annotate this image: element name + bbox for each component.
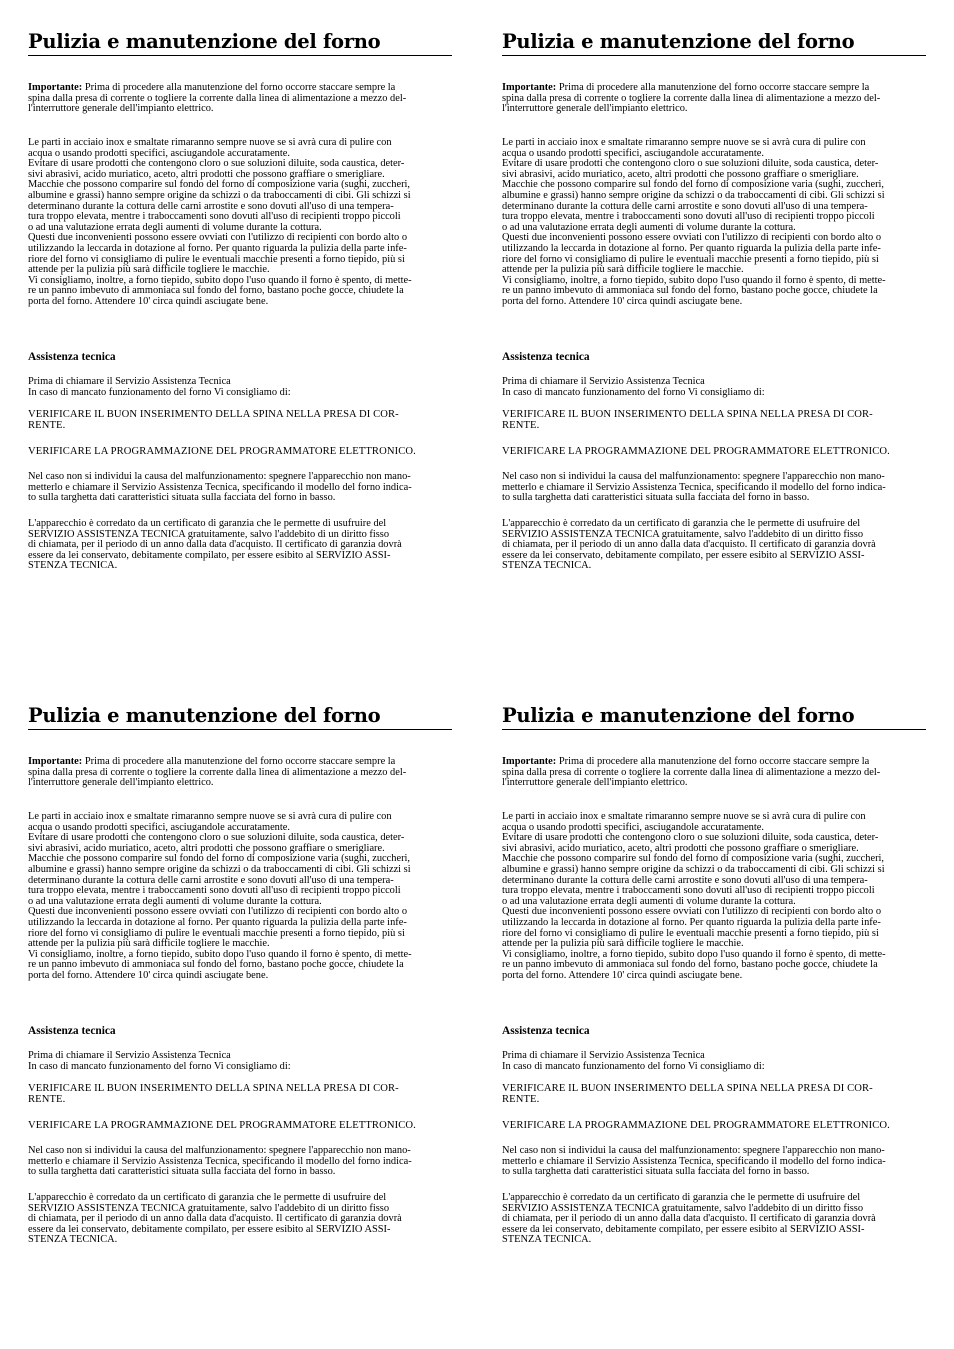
assistance-title: Assistenza tecnica [502,1025,590,1037]
important-line: Prima di procedere alla manutenzione del forno occorre staccare sempre la [82,82,396,93]
text-line: RENTE. [502,419,540,431]
important-line: Prima di procedere alla manutenzione del forno occorre staccare sempre la [82,756,396,767]
text-line: attende per la pulizia più sarà difficile togliere le macchie. [502,264,744,276]
text-line: SERVIZIO ASSISTENZA TECNICA gratuitamente, salvo l'addebito di un diritto fisso [502,1202,864,1214]
text-line: re un panno imbevuto di ammoniaca sul fondo del forno, bastano poche gocce, chiudete la [502,959,878,971]
text-line: acqua o usando prodotti specifici, asciugandole accuratamente. [502,821,764,833]
text-line: porta del forno. Attendere 10' circa quindi asciugate bene. [502,295,743,307]
text-line: essere da lei conservato, debitamente compilato, per essere esibito al SERVIZIO ASSI- [502,1223,865,1235]
page-title: Pulizia e manutenzione del forno [28,705,452,730]
fault-instructions [28,472,452,504]
cleaning-text [502,812,926,982]
check-programmer-text: VERIFICARE LA PROGRAMMAZIONE DEL PROGRAMMATORE ELETTRONICO. [502,446,890,457]
text-line: Le parti in acciaio inox e smaltate rimaranno sempre nuove se si avrà cura di pulire con [502,811,866,822]
text-line: Questi due inconvenienti possono essere ovviati con l'utilizzo di recipienti con bordo alto o [502,232,882,244]
text-line: RENTE. [28,1093,66,1105]
title-block [502,31,926,56]
text-line: In caso di mancato funzionamento del forno Vi consigliamo di: [502,386,765,398]
text-line: utilizzando la leccarda in dotazione al forno. Per quanto riguarda la pulizia della parte infe- [28,916,407,928]
text-line: di chiamata, per il periodo di un anno dalla data d'acquisto. Il certificato di garanzia dovrà [502,539,876,551]
title-block [502,705,926,730]
important-line: Prima di procedere alla manutenzione del forno occorre staccare sempre la [556,82,870,93]
text-line: attende per la pulizia più sarà difficile togliere le macchie. [28,264,270,276]
text-line: determinano durante la cottura delle carni arrostite e sono dovuti all'uso di una tempera- [502,200,868,212]
text-line: Vi consigliamo, inoltre, a forno tiepido, subito dopo l'uso quando il forno è spento, di mette- [502,948,886,960]
important-line: Prima di procedere alla manutenzione del forno occorre staccare sempre la [556,756,870,767]
title-block [28,31,452,56]
text-line: Prima di chiamare il Servizio Assistenza Tecnica [502,1050,705,1061]
important-line: spina dalla presa di corrente o togliere la corrente dalla linea di alimentazione a mezzo del- [502,766,881,778]
text-line: Prima di chiamare il Servizio Assistenza Tecnica [28,376,231,387]
text-line: SERVIZIO ASSISTENZA TECNICA gratuitamente, salvo l'addebito di un diritto fisso [28,1202,390,1214]
text-line: attende per la pulizia più sarà difficile togliere le macchie. [28,938,270,950]
text-line: RENTE. [502,1093,540,1105]
check-programmer [28,447,452,458]
text-line: di chiamata, per il periodo di un anno dalla data d'acquisto. Il certificato di garanzia dovrà [28,539,402,551]
important-line: l'interruttore generale dell'impianto elettrico. [28,777,214,789]
assistance-title: Assistenza tecnica [502,351,590,363]
text-line: utilizzando la leccarda in dotazione al forno. Per quanto riguarda la pulizia della parte infe- [502,242,881,254]
text-line: o ad una valutazione errata degli aumenti di volume durante la cottura. [502,895,796,907]
important-notice [502,757,926,789]
text-line: re un panno imbevuto di ammoniaca sul fondo del forno, bastano poche gocce, chiudete la [28,959,404,971]
text-line: essere da lei conservato, debitamente compilato, per essere esibito al SERVIZIO ASSI- [28,549,391,561]
text-line: L'apparecchio è corredato da un certificato di garanzia che le permette di usufruire del [502,518,861,529]
text-line: Le parti in acciaio inox e smaltate rimaranno sempre nuove se si avrà cura di pulire con [28,137,392,148]
fault-instructions [502,1146,926,1178]
check-programmer-text: VERIFICARE LA PROGRAMMAZIONE DEL PROGRAMMATORE ELETTRONICO. [28,446,416,457]
text-line: to sulla targhetta dati caratteristici situata sulla facciata del forno in basso. [502,1166,810,1178]
important-line: l'interruttore generale dell'impianto elettrico. [502,103,688,115]
text-line: Evitare di usare prodotti che contengono cloro o sue soluzioni diluite, soda caustica, deter- [28,158,405,170]
important-label: Importante: [28,756,83,767]
text-line: acqua o usando prodotti specifici, asciugandole accuratamente. [28,147,290,159]
assistance-title: Assistenza tecnica [28,1025,116,1037]
text-line: to sulla targhetta dati caratteristici situata sulla facciata del forno in basso. [502,492,810,504]
text-line: Nel caso non si individui la causa del malfunzionamento: spegnere l'apparecchio non mano- [502,1145,885,1156]
important-notice [28,83,452,115]
text-line: L'apparecchio è corredato da un certificato di garanzia che le permette di usufruire del [28,1192,387,1203]
important-notice [502,83,926,115]
important-line: spina dalla presa di corrente o togliere la corrente dalla linea di alimentazione a mezzo del- [502,92,881,104]
text-line: VERIFICARE IL BUON INSERIMENTO DELLA SPINA NELLA PRESA DI COR- [502,409,873,420]
text-line: metterlo e chiamare il Servizio Assistenza Tecnica, specificando il modello del forno indica- [502,481,886,493]
assistance-intro [502,377,926,398]
text-line: attende per la pulizia più sarà difficile togliere le macchie. [502,938,744,950]
text-line: Vi consigliamo, inoltre, a forno tiepido, subito dopo l'uso quando il forno è spento, di mette- [28,274,412,286]
important-label: Importante: [502,756,557,767]
title-block [28,705,452,730]
text-line: riore del forno vi consigliamo di pulire le eventuali macchie presenti a forno tiepido, più si [502,253,879,265]
assistance-intro [28,377,452,398]
text-line: o ad una valutazione errata degli aumenti di volume durante la cottura. [28,895,322,907]
text-line: sivi abrasivi, acido muriatico, aceto, altri prodotti che possono graffiare o smerigliare. [502,168,859,180]
text-line: to sulla targhetta dati caratteristici situata sulla facciata del forno in basso. [28,1166,336,1178]
important-line: l'interruttore generale dell'impianto elettrico. [28,103,214,115]
text-line: STENZA TECNICA. [28,1234,118,1246]
check-plug [28,410,452,431]
text-line: essere da lei conservato, debitamente compilato, per essere esibito al SERVIZIO ASSI- [502,549,865,561]
text-line: porta del forno. Attendere 10' circa quindi asciugate bene. [28,295,269,307]
text-line: o ad una valutazione errata degli aumenti di volume durante la cottura. [28,221,322,233]
cleaning-text [28,138,452,308]
text-line: acqua o usando prodotti specifici, asciugandole accuratamente. [28,821,290,833]
assistance-title: Assistenza tecnica [28,351,116,363]
text-line: determinano durante la cottura delle carni arrostite e sono dovuti all'uso di una tempera- [502,874,868,886]
important-label: Importante: [502,82,557,93]
text-line: utilizzando la leccarda in dotazione al forno. Per quanto riguarda la pulizia della parte infe- [502,916,881,928]
important-notice [28,757,452,789]
text-line: determinano durante la cottura delle carni arrostite e sono dovuti all'uso di una tempera- [28,874,394,886]
text-line: Questi due inconvenienti possono essere ovviati con l'utilizzo di recipienti con bordo alto o [502,906,882,918]
text-line: VERIFICARE IL BUON INSERIMENTO DELLA SPINA NELLA PRESA DI COR- [502,1083,873,1094]
text-line: STENZA TECNICA. [502,1234,592,1246]
important-line: spina dalla presa di corrente o togliere la corrente dalla linea di alimentazione a mezzo del- [28,92,407,104]
text-line: metterlo e chiamare il Servizio Assistenza Tecnica, specificando il modello del forno indica- [502,1155,886,1167]
text-line: Vi consigliamo, inoltre, a forno tiepido, subito dopo l'uso quando il forno è spento, di mette- [28,948,412,960]
text-line: riore del forno vi consigliamo di pulire le eventuali macchie presenti a forno tiepido, più si [28,253,405,265]
text-line: Macchie che possono comparire sul fondo del forno di composizione varia (sughi, zuccheri, [502,853,885,865]
text-line: albumine e grassi) hanno sempre origine da schizzi o da traboccamenti di cibi. Gli schizzi si [28,863,411,875]
assistance-intro [28,1051,452,1072]
check-programmer-text: VERIFICARE LA PROGRAMMAZIONE DEL PROGRAMMATORE ELETTRONICO. [28,1120,416,1131]
text-line: Evitare di usare prodotti che contengono cloro o sue soluzioni diluite, soda caustica, deter- [28,832,405,844]
text-line: determinano durante la cottura delle carni arrostite e sono dovuti all'uso di una tempera- [28,200,394,212]
text-line: re un panno imbevuto di ammoniaca sul fondo del forno, bastano poche gocce, chiudete la [28,285,404,297]
text-line: sivi abrasivi, acido muriatico, aceto, altri prodotti che possono graffiare o smerigliare. [28,842,385,854]
text-line: albumine e grassi) hanno sempre origine da schizzi o da traboccamenti di cibi. Gli schizzi si [502,863,885,875]
text-line: tura troppo elevata, mentre i traboccamenti sono dovuti all'uso di recipienti troppo piccoli [28,885,401,897]
text-line: o ad una valutazione errata degli aumenti di volume durante la cottura. [502,221,796,233]
text-line: VERIFICARE IL BUON INSERIMENTO DELLA SPINA NELLA PRESA DI COR- [28,409,399,420]
text-line: riore del forno vi consigliamo di pulire le eventuali macchie presenti a forno tiepido, più si [502,927,879,939]
text-line: Macchie che possono comparire sul fondo del forno di composizione varia (sughi, zuccheri, [28,179,411,191]
text-line: L'apparecchio è corredato da un certificato di garanzia che le permette di usufruire del [502,1192,861,1203]
text-line: Le parti in acciaio inox e smaltate rimaranno sempre nuove se si avrà cura di pulire con [28,811,392,822]
check-plug [28,1084,452,1105]
text-line: di chiamata, per il periodo di un anno dalla data d'acquisto. Il certificato di garanzia dovrà [502,1213,876,1225]
text-line: Nel caso non si individui la causa del malfunzionamento: spegnere l'apparecchio non mano- [28,471,411,482]
important-label: Importante: [28,82,83,93]
page-title: Pulizia e manutenzione del forno [502,705,926,730]
text-line: SERVIZIO ASSISTENZA TECNICA gratuitamente, salvo l'addebito di un diritto fisso [28,528,390,540]
warranty-text [502,519,926,572]
text-line: Nel caso non si individui la causa del malfunzionamento: spegnere l'apparecchio non mano- [502,471,885,482]
text-line: RENTE. [28,419,66,431]
text-line: re un panno imbevuto di ammoniaca sul fondo del forno, bastano poche gocce, chiudete la [502,285,878,297]
text-line: tura troppo elevata, mentre i traboccamenti sono dovuti all'uso di recipienti troppo piccoli [502,885,875,897]
text-line: essere da lei conservato, debitamente compilato, per essere esibito al SERVIZIO ASSI- [28,1223,391,1235]
check-plug [502,410,926,431]
fault-instructions [28,1146,452,1178]
text-line: In caso di mancato funzionamento del forno Vi consigliamo di: [28,386,291,398]
text-line: metterlo e chiamare il Servizio Assistenza Tecnica, specificando il modello del forno indica- [28,481,412,493]
text-line: Macchie che possono comparire sul fondo del forno di composizione varia (sughi, zuccheri, [28,853,411,865]
text-line: Le parti in acciaio inox e smaltate rimaranno sempre nuove se si avrà cura di pulire con [502,137,866,148]
text-line: Prima di chiamare il Servizio Assistenza Tecnica [28,1050,231,1061]
assistance-section-title-wrap [502,351,926,363]
page-title: Pulizia e manutenzione del forno [28,31,452,56]
text-line: tura troppo elevata, mentre i traboccamenti sono dovuti all'uso di recipienti troppo piccoli [502,211,875,223]
text-line: albumine e grassi) hanno sempre origine da schizzi o da traboccamenti di cibi. Gli schizzi si [28,189,411,201]
text-line: acqua o usando prodotti specifici, asciugandole accuratamente. [502,147,764,159]
text-line: Prima di chiamare il Servizio Assistenza Tecnica [502,376,705,387]
text-line: Questi due inconvenienti possono essere ovviati con l'utilizzo di recipienti con bordo alto o [28,232,408,244]
check-plug [502,1084,926,1105]
assistance-section-title-wrap [28,1025,452,1037]
check-programmer-text: VERIFICARE LA PROGRAMMAZIONE DEL PROGRAMMATORE ELETTRONICO. [502,1120,890,1131]
warranty-text [28,519,452,572]
text-line: porta del forno. Attendere 10' circa quindi asciugate bene. [28,969,269,981]
cleaning-text [28,812,452,982]
text-line: porta del forno. Attendere 10' circa quindi asciugate bene. [502,969,743,981]
text-line: utilizzando la leccarda in dotazione al forno. Per quanto riguarda la pulizia della parte infe- [28,242,407,254]
text-line: albumine e grassi) hanno sempre origine da schizzi o da traboccamenti di cibi. Gli schizzi si [502,189,885,201]
text-line: sivi abrasivi, acido muriatico, aceto, altri prodotti che possono graffiare o smerigliare. [28,168,385,180]
assistance-section-title-wrap [28,351,452,363]
text-line: Evitare di usare prodotti che contengono cloro o sue soluzioni diluite, soda caustica, deter- [502,158,879,170]
text-line: Evitare di usare prodotti che contengono cloro o sue soluzioni diluite, soda caustica, deter- [502,832,879,844]
text-line: metterlo e chiamare il Servizio Assistenza Tecnica, specificando il modello del forno indica- [28,1155,412,1167]
assistance-section-title-wrap [502,1025,926,1037]
text-line: sivi abrasivi, acido muriatico, aceto, altri prodotti che possono graffiare o smerigliare. [502,842,859,854]
text-line: In caso di mancato funzionamento del forno Vi consigliamo di: [28,1060,291,1072]
text-line: In caso di mancato funzionamento del forno Vi consigliamo di: [502,1060,765,1072]
text-line: di chiamata, per il periodo di un anno dalla data d'acquisto. Il certificato di garanzia dovrà [28,1213,402,1225]
text-line: Macchie che possono comparire sul fondo del forno di composizione varia (sughi, zuccheri, [502,179,885,191]
text-line: Vi consigliamo, inoltre, a forno tiepido, subito dopo l'uso quando il forno è spento, di mette- [502,274,886,286]
check-programmer [502,447,926,458]
text-line: Questi due inconvenienti possono essere ovviati con l'utilizzo di recipienti con bordo alto o [28,906,408,918]
assistance-intro [502,1051,926,1072]
important-line: spina dalla presa di corrente o togliere la corrente dalla linea di alimentazione a mezzo del- [28,766,407,778]
warranty-text [502,1193,926,1246]
text-line: STENZA TECNICA. [502,560,592,572]
text-line: VERIFICARE IL BUON INSERIMENTO DELLA SPINA NELLA PRESA DI COR- [28,1083,399,1094]
text-line: SERVIZIO ASSISTENZA TECNICA gratuitamente, salvo l'addebito di un diritto fisso [502,528,864,540]
page-title: Pulizia e manutenzione del forno [502,31,926,56]
warranty-text [28,1193,452,1246]
text-line: Nel caso non si individui la causa del malfunzionamento: spegnere l'apparecchio non mano- [28,1145,411,1156]
check-programmer [28,1121,452,1132]
important-line: l'interruttore generale dell'impianto elettrico. [502,777,688,789]
text-line: riore del forno vi consigliamo di pulire le eventuali macchie presenti a forno tiepido, più si [28,927,405,939]
check-programmer [502,1121,926,1132]
cleaning-text [502,138,926,308]
text-line: STENZA TECNICA. [28,560,118,572]
text-line: tura troppo elevata, mentre i traboccamenti sono dovuti all'uso di recipienti troppo piccoli [28,211,401,223]
text-line: L'apparecchio è corredato da un certificato di garanzia che le permette di usufruire del [28,518,387,529]
fault-instructions [502,472,926,504]
text-line: to sulla targhetta dati caratteristici situata sulla facciata del forno in basso. [28,492,336,504]
